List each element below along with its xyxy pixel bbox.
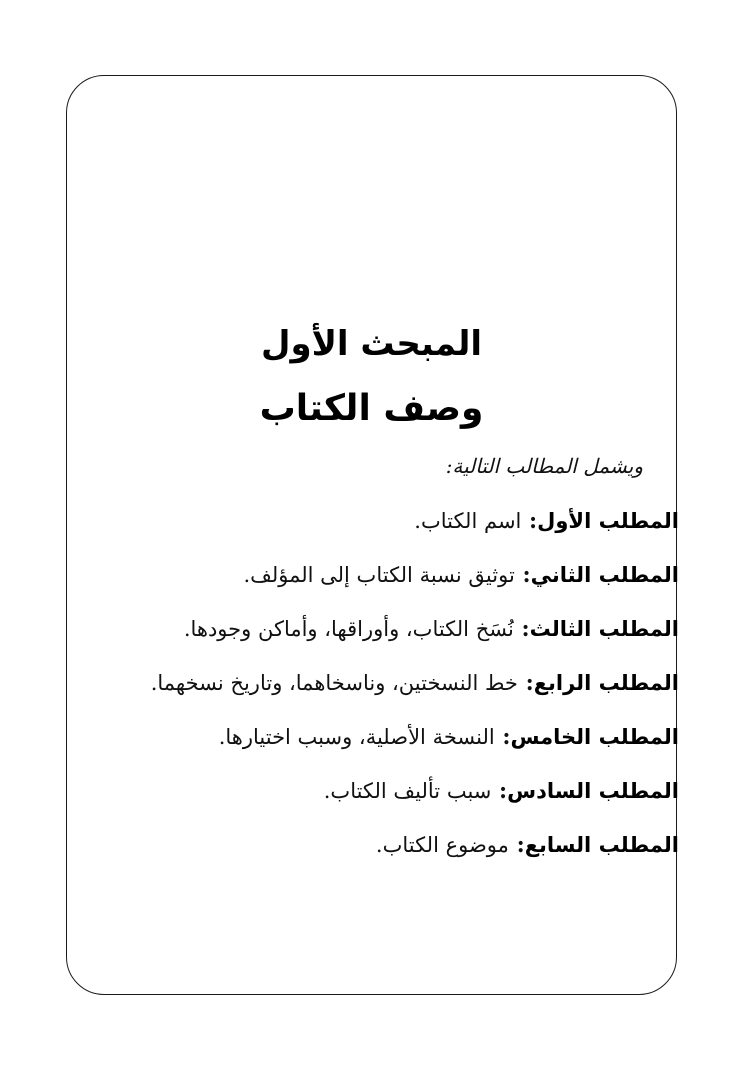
item-text: اسم الكتاب. — [414, 509, 522, 533]
item-label: المطلب الخامس — [510, 725, 679, 749]
item-text: خط النسختين، وناسخاهما، وتاريخ نسخهما. — [150, 671, 518, 695]
list-item — [151, 497, 679, 551]
list-item — [151, 767, 679, 821]
section-title: المبحث الأول — [260, 324, 483, 364]
item-separator: : — [514, 562, 531, 588]
item-separator: : — [491, 778, 508, 804]
item-separator: : — [513, 616, 530, 642]
list-item — [151, 659, 679, 713]
item-label: المطلب السابع — [524, 833, 679, 857]
item-separator: : — [508, 832, 525, 858]
item-text: موضوع الكتاب. — [375, 833, 509, 857]
list-item — [151, 713, 679, 767]
requirements-list — [151, 497, 679, 875]
item-label: المطلب الثاني — [530, 563, 679, 587]
item-label: المطلب الرابع — [533, 671, 679, 695]
item-label: المطلب الأول — [537, 509, 679, 533]
item-label: المطلب السادس — [507, 779, 679, 803]
list-item — [151, 551, 679, 605]
item-separator: : — [494, 724, 511, 750]
section-subtitle: وصف الكتاب — [259, 388, 484, 429]
list-item — [151, 821, 679, 875]
item-label: المطلب الثالث — [529, 617, 679, 641]
item-text: النسخة الأصلية، وسبب اختيارها. — [218, 725, 495, 749]
item-text: سبب تأليف الكتاب. — [323, 779, 492, 803]
list-item — [151, 605, 679, 659]
item-separator: : — [517, 670, 534, 696]
intro-text: ويشمل المطالب التالية: — [445, 454, 643, 478]
item-text: توثيق نسبة الكتاب إلى المؤلف. — [243, 563, 515, 587]
item-text: نُسَخ الكتاب، وأوراقها، وأماكن وجودها. — [183, 617, 514, 641]
item-separator: : — [521, 508, 538, 534]
